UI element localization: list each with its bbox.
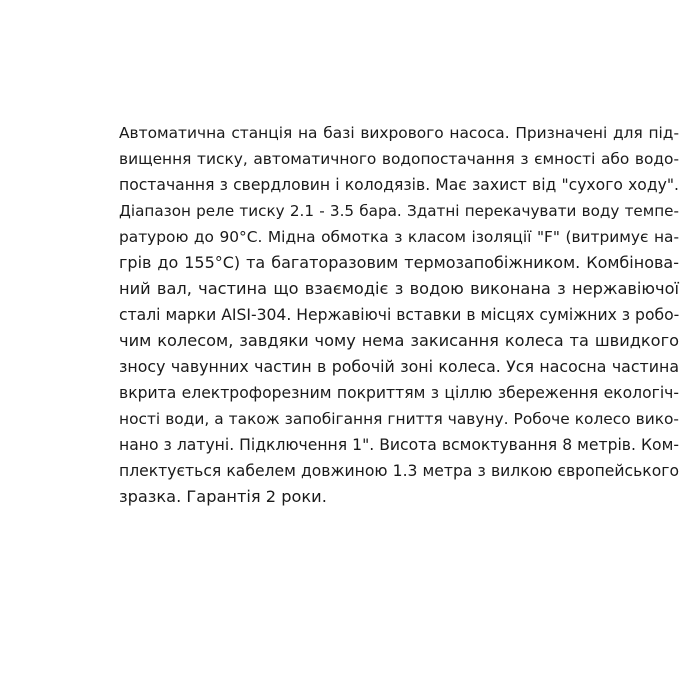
description-line: чим колесом, завдяки чому нема закисання колеса та швидкого <box>119 331 679 350</box>
description-line: ності води, а також запобігання гниття чавуну. Робоче колесо вико- <box>119 410 679 428</box>
description-line: грів до 155°C) та багаторазовим термозапобіжником. Комбінова- <box>119 253 679 272</box>
description-line: вищення тиску, автоматичного водопостачання з ємності або водо- <box>119 150 679 168</box>
product-description <box>119 120 679 510</box>
description-line: постачання з свердловин і колодязів. Має захист від "сухого ходу". <box>119 176 679 194</box>
description-line: нано з латуні. Підключення 1". Висота всмоктування 8 метрів. Ком- <box>119 436 679 454</box>
description-line: ратурою до 90°C. Мідна обмотка з класом ізоляції "F" (витримує на- <box>119 228 679 246</box>
description-line: зразка. Гарантія 2 роки. <box>119 487 327 506</box>
description-line: зносу чавунних частин в робочій зоні колеса. Уся насосна частина <box>119 357 679 376</box>
description-line: Діапазон реле тиску 2.1 - 3.5 бара. Здатні перекачувати воду темпе- <box>119 202 679 220</box>
description-line: плектується кабелем довжиною 1.3 метра з вилкою європейського <box>119 462 679 480</box>
description-line: вкрита електрофорезним покриттям з ціллю збереження екологіч- <box>119 384 679 402</box>
description-line: ний вал, частина що взаємодіє з водою виконана з нержавіючої <box>119 279 679 298</box>
description-line: сталі марки AISI-304. Нержавіючі вставки в місцях суміжних з робо- <box>119 306 680 324</box>
description-line: Автоматична станція на базі вихрового насоса. Призначені для під- <box>119 124 679 142</box>
